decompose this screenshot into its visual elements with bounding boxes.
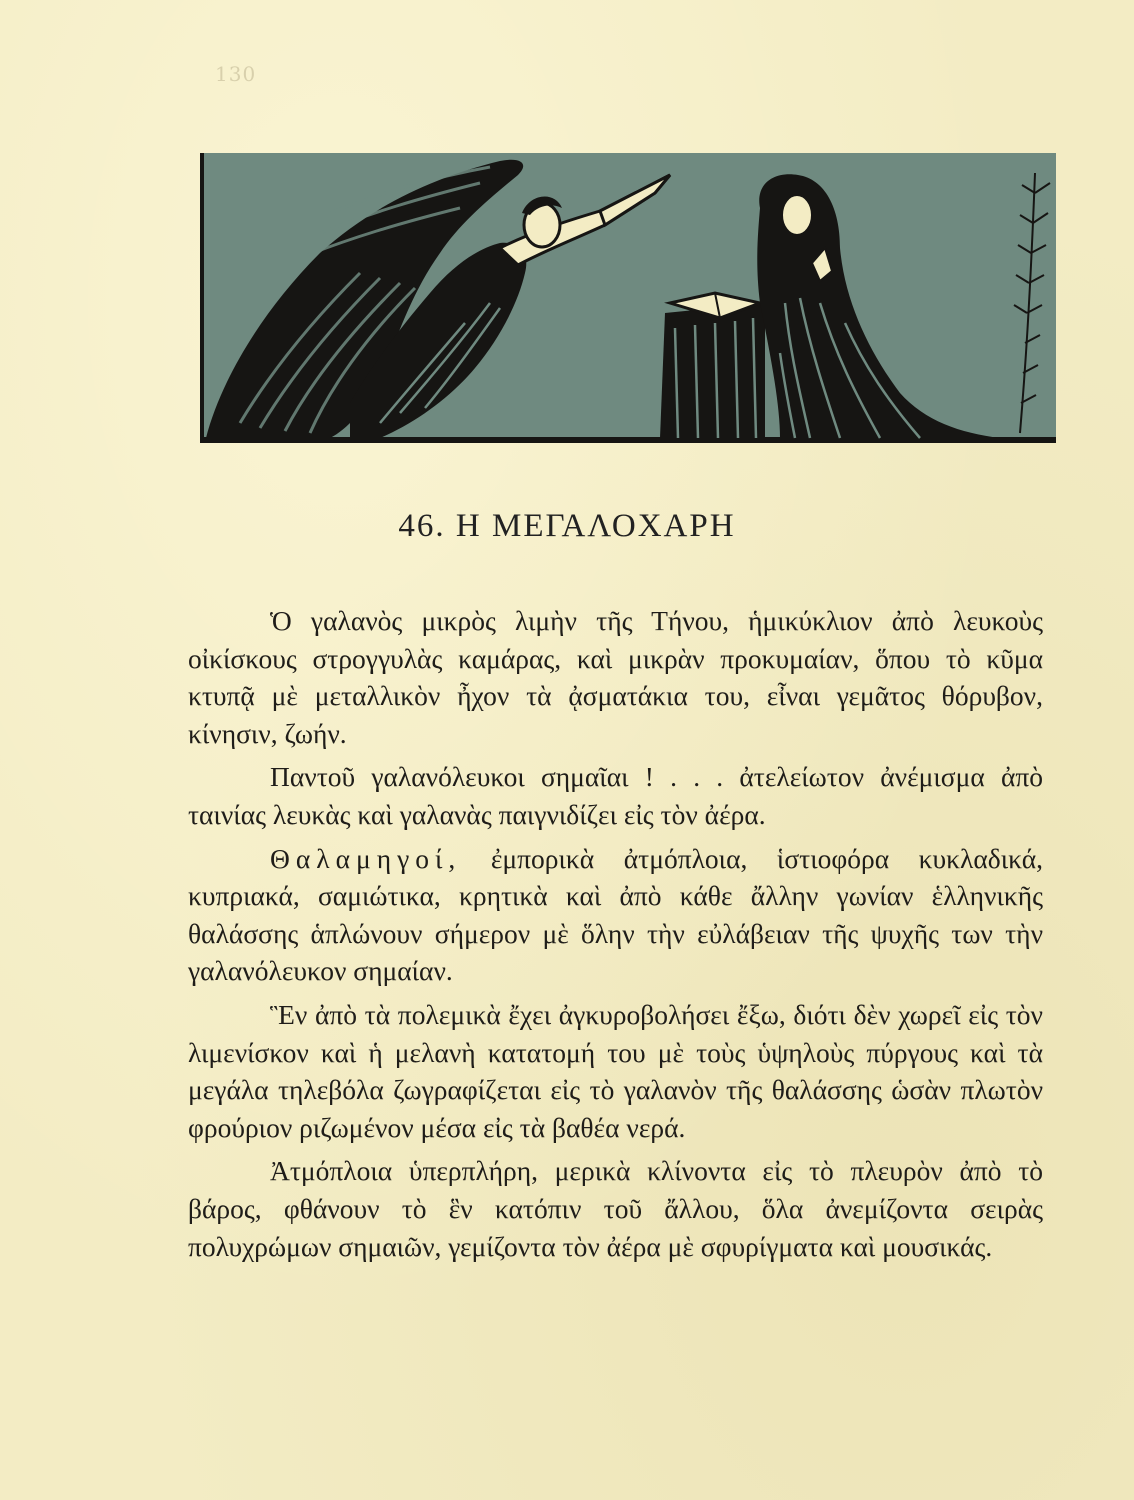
- chapter-title: 46. Η ΜΕΓΑΛΟΧΑΡΗ: [398, 508, 736, 544]
- lectern-with-book: [660, 293, 765, 438]
- page-number: 130: [215, 62, 257, 86]
- paragraph-3-lead: Θαλαμηγοί,: [270, 842, 462, 874]
- paragraph-1: Ὁ γαλανὸς μικρὸς λιμὴν τῆς Τήνου, ἡμικύκλιον ἀπὸ λευκοὺς οἰκίσκους στρογγυλὰς καμάρας, καὶ μικρὰν προκυμαίαν, ὅπου τὸ κῦμα κτυπᾷ μὲ μεταλλικὸν ἦχον τὰ ᾀσματάκια του, εἶναι γεμᾶτος θόρυβον, κίνησιν, ζωήν.: [188, 605, 1043, 749]
- annunciation-illustration: [200, 153, 1056, 443]
- paragraph-3-text: ἐμπορικὰ ἀτμόπλοια, ἱστιοφόρα κυκλαδικά, κυπριακά, σαμιώτικα, κρητικὰ καὶ ἀπὸ κάθε ἄλλην γωνίαν ἑλληνικῆς θαλάσσης ἁπλώνουν σήμερον μὲ ὅλην τὴν εὐλάβειαν τῆς ψυχῆς των τὴν γαλανόλευκον σημαίαν.: [188, 842, 1043, 987]
- paragraph-5: Ἀτμόπλοια ὑπερπλήρη, μερικὰ κλίνοντα εἰς τὸ πλευρὸν ἀπὸ τὸ βάρος, φθάνουν τὸ ἓν κατόπιν τοῦ ἄλλου, ὅλα ἀνεμίζοντα σειρὰς πολυχρώμων σημαιῶν, γεμίζοντα τὸν ἀέρα μὲ σφυρίγματα καὶ μουσικάς.: [188, 1155, 1043, 1262]
- annunciation-woodcut-image: [200, 153, 1056, 443]
- paragraph-3: [188, 840, 1043, 990]
- chapter-body: [188, 602, 1043, 1271]
- paragraph-2: Παντοῦ γαλανόλευκοι σημαῖαι ! . . . ἀτελείωτον ἀνέμισμα ἀπὸ ταινίας λευκὰς καὶ γαλανὰς παιγνιδίζει εἰς τὸν ἀέρα.: [188, 761, 1043, 830]
- paragraph-4: Ἓν ἀπὸ τὰ πολεμικὰ ἔχει ἀγκυροβολήσει ἔξω, διότι δὲν χωρεῖ εἰς τὸν λιμενίσκον καὶ ἡ μελανὴ κατατομή του μὲ τοὺς ὑψηλοὺς πύργους καὶ τὰ μεγάλα τηλεβόλα ζωγραφίζεται εἰς τὸ γαλανὸν τῆς θαλάσσης ὡσὰν πλωτὸν φρούριον ριζωμένον μέσα εἰς τὰ βαθέα νερά.: [188, 998, 1043, 1143]
